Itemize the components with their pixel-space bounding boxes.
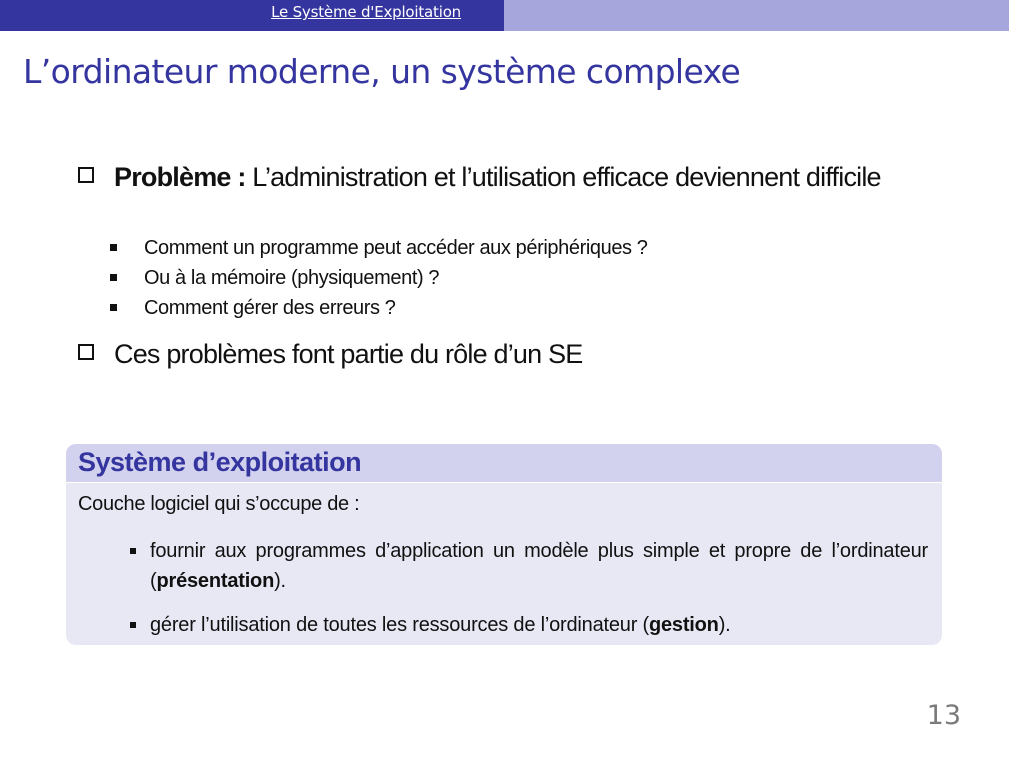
section-title-link[interactable]: Le Système d'Exploitation <box>271 3 461 21</box>
definition-block-list <box>128 536 928 645</box>
sub-bullet-text: Ou à la mémoire (physiquement) ? <box>144 267 440 289</box>
definition-item-text <box>128 536 928 596</box>
square-bullet-icon <box>110 304 117 311</box>
definition-block-title: Système d’exploitation <box>78 447 362 477</box>
square-bullet-icon <box>110 274 117 281</box>
sub-bullet-text: Comment un programme peut accéder aux périphériques ? <box>144 237 648 259</box>
top-bar-section-right <box>504 0 1009 31</box>
main-bullet-text: Ces problèmes font partie du rôle d’un SE <box>114 339 583 369</box>
square-bullet-icon <box>110 244 117 251</box>
definition-item-keyword: gestion <box>648 614 719 636</box>
definition-item <box>128 536 928 596</box>
top-navigation-bar <box>0 0 1009 31</box>
square-bullet-icon <box>130 548 136 554</box>
definition-block-intro: Couche logiciel qui s’occupe de : <box>78 493 360 515</box>
definition-block-header <box>66 444 942 483</box>
sub-bullet-text: Comment gérer des erreurs ? <box>144 297 396 319</box>
square-bullet-icon <box>130 622 136 628</box>
definition-item <box>128 610 928 640</box>
definition-block <box>66 444 942 645</box>
definition-item-pre: fournir aux programmes d’application un modèle plus simple et propre de l’ordinateur ( <box>150 540 928 592</box>
top-bar-section-left <box>0 0 504 31</box>
slide-title: L’ordinateur moderne, un système complexe <box>23 52 741 91</box>
definition-item-post: ). <box>718 614 731 636</box>
definition-item-post: ). <box>274 570 286 592</box>
definition-item-text <box>128 610 928 640</box>
checkbox-bullet-icon <box>78 167 94 183</box>
definition-item-pre: gérer l’utilisation de toutes les ressources de l’ordinateur ( <box>150 614 649 636</box>
main-bullet-label: Problème : <box>114 162 246 192</box>
main-bullet-body: L’administration et l’utilisation efficace deviennent difficile <box>245 162 881 192</box>
definition-item-keyword: présentation <box>156 570 275 592</box>
checkbox-bullet-icon <box>78 344 94 360</box>
main-bullet-text <box>114 160 914 194</box>
page-number: 13 <box>926 700 961 731</box>
